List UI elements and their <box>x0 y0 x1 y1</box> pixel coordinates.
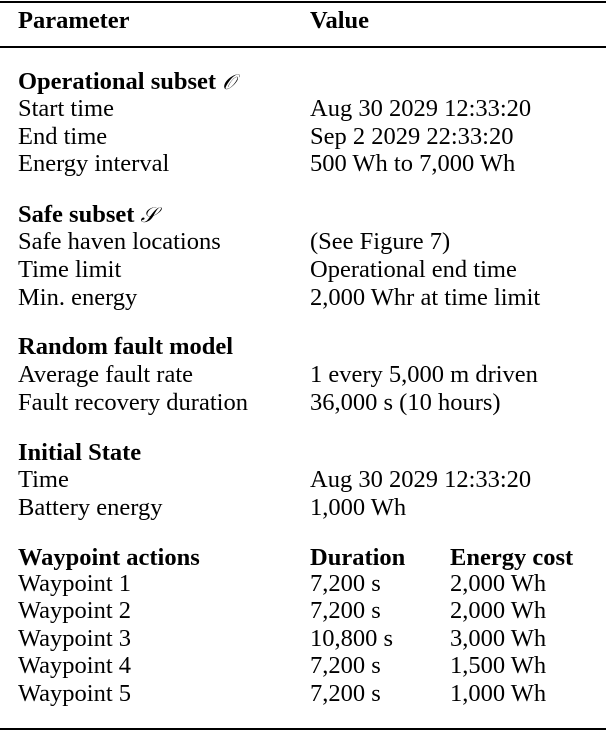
section-initial-title: Initial State <box>18 439 142 466</box>
header-rule <box>0 46 606 48</box>
header-parameter: Parameter <box>18 7 130 34</box>
table-row: Waypoint 3 10,800 s 3,000 Wh <box>18 625 547 652</box>
table-row: Start time Aug 30 2029 12:33:20 <box>18 95 532 122</box>
col-energy-header: Energy cost <box>450 544 574 571</box>
top-rule <box>0 1 606 3</box>
table-row: Waypoint 2 7,200 s 2,000 Wh <box>18 597 547 624</box>
header-value: Value <box>310 7 370 34</box>
table-row: Average fault rate 1 every 5,000 m driven <box>18 361 538 388</box>
section-waypoints-title: Waypoint actions Duration Energy cost <box>18 544 574 571</box>
table-row: Min. energy 2,000 Whr at time limit <box>18 284 541 311</box>
operational-symbol: 𝒪 <box>222 70 236 94</box>
table-row: Safe haven locations (See Figure 7) <box>18 228 451 255</box>
table-row: Waypoint 4 7,200 s 1,500 Wh <box>18 652 547 679</box>
table-row: Time limit Operational end time <box>18 256 517 283</box>
table-row: Fault recovery duration 36,000 s (10 hours) <box>18 389 501 416</box>
section-operational-title: Operational subset 𝒪 <box>18 68 236 95</box>
bottom-rule <box>0 728 606 730</box>
table-row: Waypoint 1 7,200 s 2,000 Wh <box>18 570 547 597</box>
col-duration-header: Duration <box>310 544 406 571</box>
table-row: End time Sep 2 2029 22:33:20 <box>18 123 514 150</box>
section-fault-title: Random fault model <box>18 333 234 360</box>
safe-symbol: 𝒮 <box>140 203 157 227</box>
table-row: Time Aug 30 2029 12:33:20 <box>18 466 532 493</box>
header-row <box>0 7 606 35</box>
section-safe-title: Safe subset 𝒮 <box>18 201 157 228</box>
table-row: Energy interval 500 Wh to 7,000 Wh <box>18 150 516 177</box>
table-row: Waypoint 5 7,200 s 1,000 Wh <box>18 680 547 707</box>
table-row: Battery energy 1,000 Wh <box>18 494 407 521</box>
